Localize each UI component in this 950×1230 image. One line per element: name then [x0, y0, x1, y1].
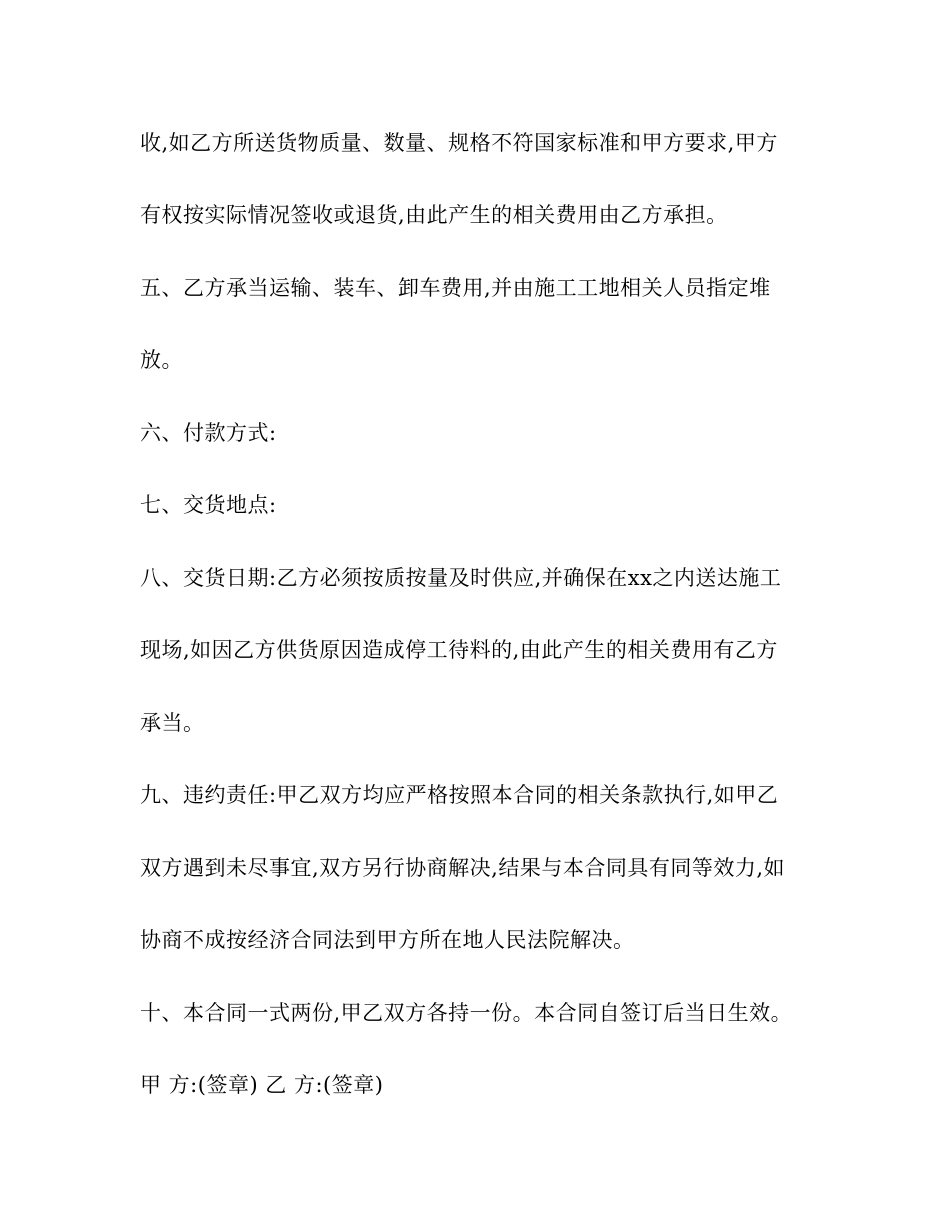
text-line: 现场,如因乙方供货原因造成停工待料的,由此产生的相关费用有乙方 — [140, 638, 778, 662]
text-line: 十、本合同一式两份,甲乙双方各持一份。本合同自签订后当日生效。 — [140, 1001, 793, 1025]
text-line: 双方遇到未尽事宜,双方另行协商解决,结果与本合同具有同等效力,如 — [140, 856, 786, 880]
text-line: 协商不成按经济合同法到甲方所在地人民法院解决。 — [140, 928, 635, 952]
text-line: 收,如乙方所送货物质量、数量、规格不符国家标准和甲方要求,甲方 — [140, 131, 778, 155]
text-line: 六、付款方式: — [140, 421, 277, 445]
text-line: 七、交货地点: — [140, 493, 277, 517]
text-line: 九、违约责任:甲乙双方均应严格按照本合同的相关条款执行,如甲乙 — [140, 783, 779, 807]
text-line: 承当。 — [140, 711, 205, 735]
text-line: 八、交货日期:乙方必须按质按量及时供应,并确保在xx之内送达施工 — [140, 566, 782, 590]
text-line: 有权按实际情况签收或退货,由此产生的相关费用由乙方承担。 — [140, 203, 728, 227]
signature-line: 甲 方:(签章) 乙 方:(签章) — [140, 1073, 384, 1097]
text-line: 五、乙方承当运输、装车、卸车费用,并由施工工地相关人员指定堆 — [140, 276, 771, 300]
text-line: 放。 — [140, 348, 183, 372]
